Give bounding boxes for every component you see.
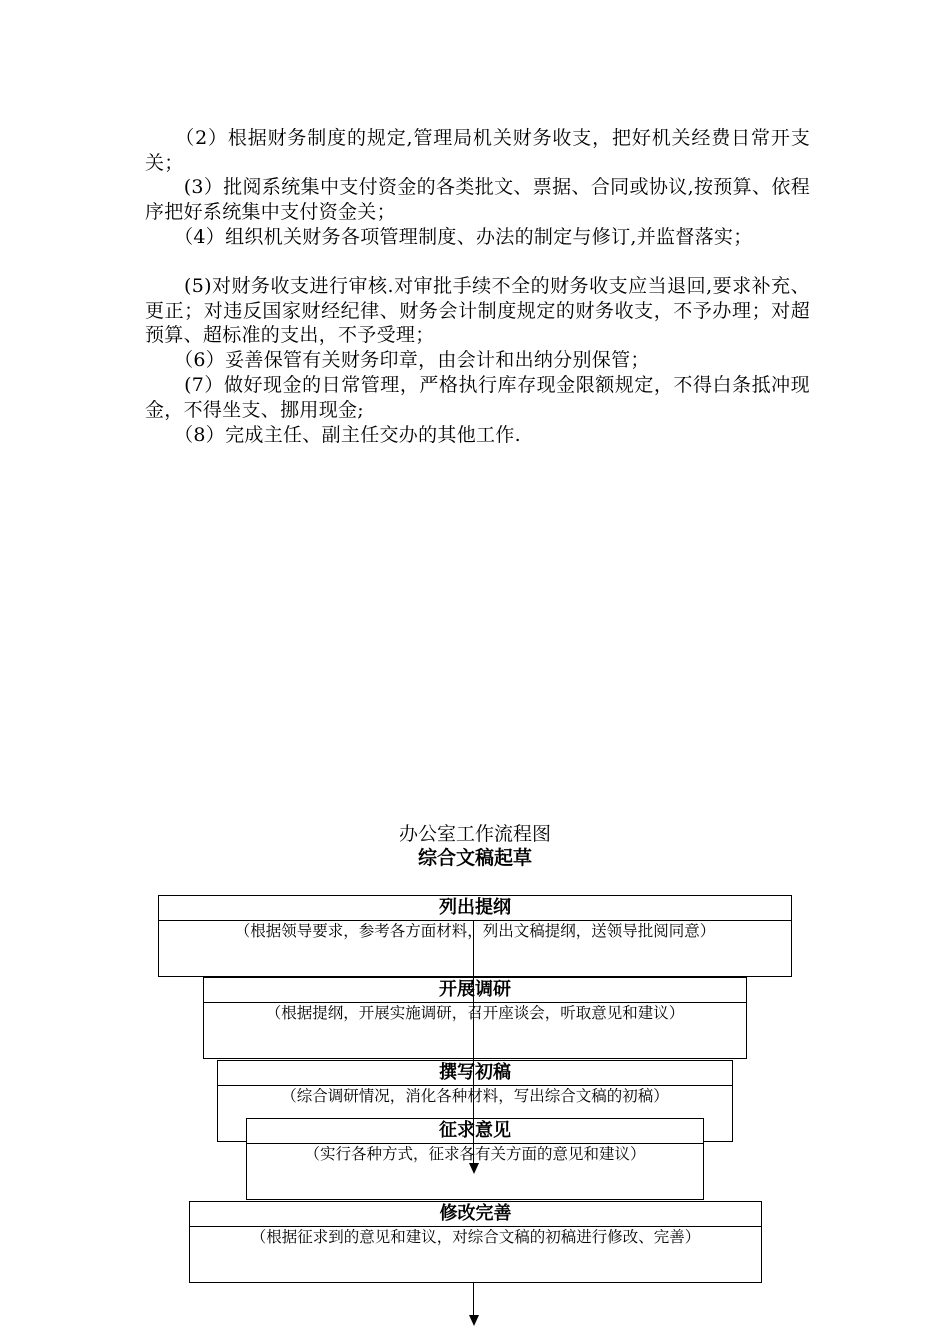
flow-step-description: （根据领导要求，参考各方面材料，列出文稿提纲，送领导批阅同意） [234,922,716,940]
flow-step-heading: 撰写初稿 [218,1061,732,1086]
paragraph-8: （8）完成主任、副主任交办的其他工作. [145,424,521,446]
paragraph-6: （6）妥善保管有关财务印章，由会计和出纳分别保管； [145,349,650,371]
flow-step-heading: 列出提纲 [159,896,791,921]
flow-step-heading: 修改完善 [190,1202,761,1227]
flow-step-research [203,977,747,1059]
paragraph-5: (5)对财务收支进行审核.对审批手续不全的财务收支应当退回,要求补充、更正；对违反国家财经纪律、财务会计制度规定的财务收支，不予办理；对超预算、超标准的支出，不予受理； [145,275,810,346]
flow-step-description: （实行各种方式，征求各有关方面的意见和建议） [304,1145,646,1163]
paragraph-3: (3）批阅系统集中支付资金的各类批文、票据、合同或协议,按预算、依程序把好系统集中支付资金关； [145,176,810,223]
paragraph-2: （2）根据财务制度的规定,管理局机关财务收支，把好机关经费日常开支关； [145,127,810,174]
flow-step-description: （根据提纲，开展实施调研，召开座谈会，听取意见和建议） [265,1004,685,1022]
flowchart-subtitle: 综合文稿起草 [417,847,532,869]
flow-step-outline [158,895,792,977]
flow-step-feedback [246,1118,704,1200]
flow-connector-line [473,920,474,1170]
arrow-down-icon [469,1163,479,1174]
arrow-down-icon [469,1315,479,1326]
flow-step-description: （综合调研情况，消化各种材料，写出综合文稿的初稿） [281,1087,669,1105]
flow-step-revise [189,1201,762,1283]
flow-step-heading: 征求意见 [247,1119,703,1144]
flowchart-title: 办公室工作流程图 [398,823,551,845]
paragraph-4: （4）组织机关财务各项管理制度、办法的制定与修订,并监督落实； [145,226,753,248]
flow-step-heading: 开展调研 [204,978,746,1003]
paragraph-7: (7）做好现金的日常管理，严格执行库存现金限额规定，不得白条抵冲现金，不得坐支、挪用现金; [145,374,810,421]
flow-step-description: （根据征求到的意见和建议，对综合文稿的初稿进行修改、完善） [250,1228,701,1246]
